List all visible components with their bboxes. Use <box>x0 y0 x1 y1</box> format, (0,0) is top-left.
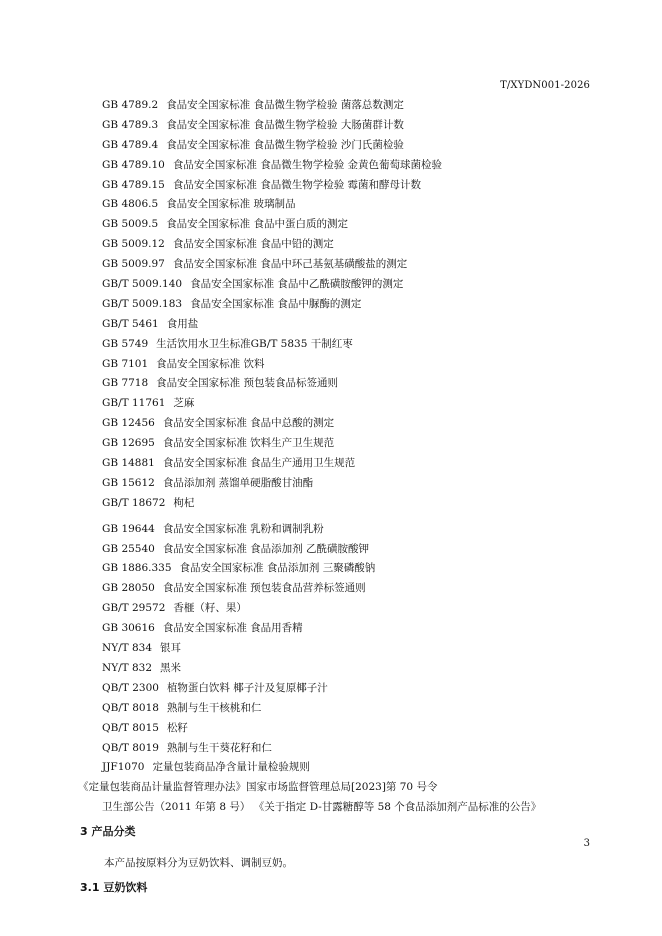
reference-title: 食品安全国家标准 食品添加剂 三聚磷酸钠 <box>179 562 376 575</box>
reference-title: 熟制与生干核桃和仁 <box>166 701 262 714</box>
reference-code: QB/T 2300 <box>102 681 159 694</box>
reference-item <box>78 778 541 798</box>
body-paragraph: 本产品按原料分为豆奶饮料、调制豆奶。 <box>104 857 293 869</box>
reference-code: GB 4789.4 <box>102 138 159 151</box>
reference-title: 生活饮用水卫生标准GB/T 5835 干制红枣 <box>156 337 353 350</box>
reference-item <box>102 374 541 394</box>
reference-code: GB 25540 <box>102 542 155 555</box>
reference-item <box>102 719 541 739</box>
reference-item <box>102 96 541 116</box>
reference-code: GB/T 5009.183 <box>102 297 183 310</box>
reference-item <box>102 335 541 355</box>
reference-title: 食品安全国家标准 食品中总酸的测定 <box>162 417 335 430</box>
reference-code: GB 7101 <box>102 357 149 370</box>
reference-item <box>102 474 541 494</box>
reference-item <box>102 414 541 434</box>
reference-title: 食品添加剂 蒸馏单硬脂酸甘油酯 <box>162 476 314 489</box>
reference-code: GB 4806.5 <box>102 198 159 211</box>
reference-title: 松籽 <box>166 721 188 734</box>
reference-title: 食品安全国家标准 饮料 <box>156 357 265 370</box>
reference-code: QB/T 8019 <box>102 741 159 754</box>
reference-item <box>102 255 541 275</box>
reference-title: 《定量包装商品计量监督管理办法》国家市场监督管理总局[2023]第 70 号令 <box>78 781 438 794</box>
reference-item <box>102 195 541 215</box>
reference-item <box>102 619 541 639</box>
reference-code: GB 4789.15 <box>102 178 165 191</box>
reference-code: GB 30616 <box>102 622 155 635</box>
reference-code: GB/T 18672 <box>102 496 166 509</box>
document-number: T/XYDN001-2026 <box>500 80 590 91</box>
reference-title: 食品安全国家标准 饮料生产卫生规范 <box>162 437 335 450</box>
reference-item <box>102 315 541 335</box>
reference-code: NY/T 832 <box>102 661 153 674</box>
reference-code: GB/T 5009.140 <box>102 278 183 291</box>
reference-item <box>102 599 541 619</box>
reference-code: GB 5009.5 <box>102 218 159 231</box>
reference-title: 植物蛋白饮料 椰子汁及复原椰子汁 <box>166 681 328 694</box>
reference-item <box>102 355 541 375</box>
reference-code: GB/T 5461 <box>102 317 159 330</box>
reference-item <box>102 798 541 818</box>
reference-code: GB 12456 <box>102 417 155 430</box>
reference-code: GB 5009.97 <box>102 258 165 271</box>
reference-item <box>102 235 541 255</box>
reference-title: 食品安全国家标准 食品用香精 <box>162 622 303 635</box>
reference-code: GB 15612 <box>102 476 155 489</box>
reference-item <box>102 659 541 679</box>
reference-title: 食品安全国家标准 食品微生物学检验 金黄色葡萄球菌检验 <box>172 158 443 171</box>
reference-title: 银耳 <box>160 642 182 655</box>
normative-references-list <box>78 96 542 818</box>
reference-item <box>102 394 541 414</box>
reference-item <box>102 116 541 136</box>
reference-code: GB 14881 <box>102 457 155 470</box>
reference-item <box>102 639 541 659</box>
reference-title: 食品安全国家标准 食品添加剂 乙酰磺胺酸钾 <box>162 542 370 555</box>
reference-title: 食品安全国家标准 食品微生物学检验 大肠菌群计数 <box>166 118 404 131</box>
reference-code: QB/T 8015 <box>102 721 159 734</box>
reference-title: 枸杞 <box>173 496 195 509</box>
reference-title: 芝麻 <box>173 397 195 410</box>
reference-title: 食品安全国家标准 玻璃制品 <box>166 198 296 211</box>
reference-item <box>102 579 541 599</box>
reference-item <box>102 136 541 156</box>
reference-item <box>102 559 541 579</box>
reference-title: 黑米 <box>160 661 182 674</box>
reference-title: 食品安全国家标准 预包装食品标签通则 <box>156 377 339 390</box>
reference-code: GB 19644 <box>102 522 155 535</box>
reference-code: GB 12695 <box>102 437 155 450</box>
reference-item <box>102 454 541 474</box>
reference-item <box>102 699 541 719</box>
reference-code: GB 1886.335 <box>102 562 172 575</box>
reference-title: 食品安全国家标准 食品中乙酰磺胺酸钾的测定 <box>190 278 404 291</box>
page-number: 3 <box>583 838 590 849</box>
reference-title: 食品安全国家标准 食品微生物学检验 菌落总数测定 <box>166 99 404 111</box>
reference-item <box>102 215 541 235</box>
reference-title: 食品安全国家标准 食品微生物学检验 霉菌和酵母计数 <box>172 178 422 191</box>
reference-title: 食品安全国家标准 预包装食品营养标签通则 <box>162 582 366 595</box>
reference-item <box>102 739 541 759</box>
section-heading: 3 产品分类 <box>80 825 136 838</box>
reference-item <box>102 156 541 176</box>
reference-title: 食品安全国家标准 乳粉和调制乳粉 <box>162 522 324 535</box>
reference-code: JJF1070 <box>102 761 145 774</box>
reference-code: NY/T 834 <box>102 642 153 655</box>
reference-title: 食品安全国家标准 食品中蛋白质的测定 <box>166 218 349 231</box>
reference-title: 定量包装商品净含量计量检验规则 <box>152 761 310 774</box>
reference-item <box>102 494 541 514</box>
subsection-heading: 3.1 豆奶饮料 <box>80 881 148 894</box>
reference-item <box>102 295 541 315</box>
reference-code: GB 5749 <box>102 337 149 350</box>
reference-code: GB 7718 <box>102 377 149 390</box>
reference-title: 食品安全国家标准 食品生产通用卫生规范 <box>162 457 356 470</box>
reference-code: GB 4789.2 <box>102 99 159 111</box>
reference-title: 食品安全国家标准 食品中脲酶的测定 <box>190 297 362 310</box>
reference-item <box>102 275 541 295</box>
reference-title: 卫生部公告（2011 年第 8 号） 《关于指定 D-甘露糖醇等 58 个食品添加剂产品标准的公告》 <box>102 801 542 814</box>
reference-item <box>102 176 541 196</box>
reference-code: QB/T 8018 <box>102 701 159 714</box>
reference-title: 食品安全国家标准 食品中环己基氨基磺酸盐的测定 <box>172 258 408 271</box>
reference-code: GB/T 11761 <box>102 397 166 410</box>
reference-title: 熟制与生干葵花籽和仁 <box>166 741 272 754</box>
reference-item <box>102 520 541 540</box>
reference-title: 食品安全国家标准 食品微生物学检验 沙门氏菌检验 <box>166 138 404 151</box>
reference-code: GB 4789.3 <box>102 118 159 131</box>
reference-item <box>102 434 541 454</box>
reference-item <box>102 679 541 699</box>
reference-item <box>102 758 541 778</box>
reference-code: GB 4789.10 <box>102 158 165 171</box>
reference-code: GB 5009.12 <box>102 238 165 251</box>
reference-title: 食品安全国家标准 食品中铅的测定 <box>172 238 334 251</box>
reference-item <box>102 540 541 560</box>
reference-title: 香榧（籽、果） <box>173 602 247 615</box>
reference-code: GB/T 29572 <box>102 602 166 615</box>
reference-title: 食用盐 <box>166 317 199 330</box>
reference-code: GB 28050 <box>102 582 155 595</box>
